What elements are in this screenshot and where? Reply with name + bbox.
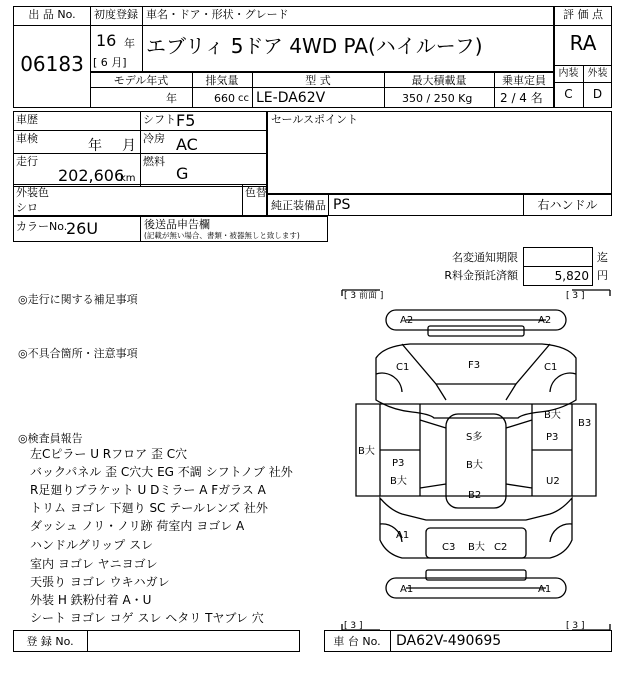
registration-number-label: 登 録 No.	[26, 635, 74, 648]
exterior-color-box	[13, 184, 267, 216]
chassis-number-value: DA62V-490695	[396, 633, 502, 649]
name-change-deadline-label: 名変通知期限	[452, 251, 518, 264]
recycle-fee-value: 5,820	[554, 269, 589, 283]
mark-rear-left: A1	[396, 530, 410, 541]
mark-rear-bumper-right: A1	[538, 584, 552, 595]
fuel-label: 燃料	[143, 155, 165, 168]
shift-value: F5	[176, 111, 196, 130]
mileage-unit: km	[120, 173, 136, 184]
inspection-month: 月	[122, 138, 136, 154]
interior-grade: C	[564, 87, 573, 101]
chassis-number-label: 車 台 No.	[333, 635, 381, 648]
mark-door-left-b: B大	[390, 476, 407, 487]
mark-roof-c: B2	[468, 490, 482, 501]
mark-front-bumper-left: A2	[400, 315, 414, 326]
first-registration-month: [ 6 月]	[93, 56, 127, 69]
inspector-line: 外装 H 鉄粉付着 A・U	[30, 593, 152, 607]
mark-fender-right: C1	[544, 362, 558, 373]
inspector-line: バックパネル 歪 C穴大 EG 不調 シフトノブ 社外	[30, 465, 293, 479]
mark-rear-c2: C2	[494, 542, 508, 553]
year-unit: 年	[124, 37, 135, 50]
max-load-label: 最大積載量	[411, 74, 467, 87]
selling-points-label: セールスポイント	[271, 113, 359, 126]
inspector-report-label: ◎検査員報告	[18, 432, 83, 445]
max-load-value: 350 / 250 Kg	[402, 92, 473, 105]
diagram-corner-bottom-left: [ 3 ]	[344, 621, 363, 631]
defect-notes-label: ◎不具合箇所・注意事項	[18, 347, 138, 360]
mark-front-bumper-right: A2	[538, 315, 552, 326]
car-damage-diagram	[340, 288, 612, 632]
displacement-value: 660	[214, 92, 235, 105]
capacity-label: 乗車定員	[502, 74, 546, 87]
oem-equipment-value: PS	[333, 197, 351, 213]
shift-label: シフト	[143, 113, 176, 126]
mark-rear-b: B大	[468, 542, 485, 553]
exterior-color-label: 外装色	[16, 186, 49, 199]
model-year-label: モデル年式	[113, 74, 169, 87]
color-number-value: 26U	[66, 219, 99, 238]
mileage-label: 走行	[16, 155, 38, 168]
model-code-label: 型 式	[305, 74, 331, 87]
inspection-label: 車検	[16, 132, 38, 145]
exterior-grade-label: 外装	[587, 68, 608, 79]
inspector-line: R足廻りブラケット U Dミラー A Fガラス A	[30, 483, 266, 497]
interior-grade-label: 内装	[558, 68, 579, 79]
mark-roof-a: S多	[466, 432, 483, 443]
exterior-grade: D	[592, 87, 603, 101]
inspector-line: 天張り ヨゴレ ウキハガレ	[30, 575, 170, 589]
mark-door-left-p3: P3	[392, 458, 405, 469]
mileage-value: 202,606	[58, 166, 125, 185]
model-year-value: 年	[166, 92, 177, 105]
first-registration-year: 16	[96, 31, 117, 50]
inspector-line: シート ヨゴレ コゲ スレ ヘタリ Tヤブレ 穴	[30, 611, 264, 625]
mark-side-left-outer: B大	[358, 446, 375, 457]
mark-rear-c3: C3	[442, 542, 456, 553]
mark-hood: F3	[468, 360, 481, 371]
lot-number-label: 出 品 No.	[28, 8, 76, 21]
name-change-deadline-unit: 迄	[597, 251, 608, 264]
steering-side: 右ハンドル	[537, 198, 598, 212]
ac-value: AC	[176, 135, 198, 154]
diagram-corner-top-left: [ 3 前面 ]	[344, 291, 384, 301]
mark-fender-left: C1	[396, 362, 410, 373]
mark-roof-b: B大	[466, 460, 483, 471]
lot-number: 06183	[20, 52, 84, 76]
diagram-corner-top-right: [ 3 ]	[566, 291, 585, 301]
inspector-line: 左Cピラー U Rフロア 歪 C穴	[30, 447, 188, 461]
recycle-fee-unit: 円	[597, 269, 608, 282]
inspection-year: 年	[88, 138, 102, 154]
capacity-value: 2 / 4 名	[500, 91, 543, 105]
history-label: 車歴	[16, 113, 38, 126]
recycle-fee-label: R料金預託済額	[444, 269, 518, 282]
inspector-line: ダッシュ ノリ・ノリ跡 荷室内 ヨゴレ A	[30, 519, 245, 533]
mark-door-right-top: B大	[544, 410, 561, 421]
inspector-line: トリム ヨゴレ 下廻り SC テールレンズ 社外	[30, 501, 268, 515]
exterior-color-value: シロ	[16, 201, 38, 214]
displacement-label: 排気量	[205, 74, 239, 87]
diagram-corner-bottom-right: [ 3 ]	[566, 621, 585, 631]
fuel-value: G	[176, 164, 189, 183]
color-change-label: 色替	[245, 186, 267, 199]
warranty-note: (記載が無い場合、書類・被器無しと致します)	[144, 231, 300, 240]
mark-door-right-p3: P3	[546, 432, 559, 443]
inspector-line: 室内 ヨゴレ ヤニヨゴレ	[30, 557, 158, 571]
mark-door-right-u2: U2	[546, 476, 560, 487]
name-change-deadline-field	[523, 247, 593, 267]
model-code: LE-DA62V	[256, 90, 326, 106]
rating-label: 評 価 点	[563, 8, 603, 21]
mark-side-right-outer: B3	[578, 418, 592, 429]
first-registration-label: 初度登録	[94, 8, 138, 21]
rating-value: RA	[569, 31, 597, 55]
mark-rear-bumper-left: A1	[400, 584, 414, 595]
inspector-line: ハンドルグリップ スレ	[30, 538, 154, 552]
displacement-unit: cc	[238, 93, 249, 104]
driving-notes-label: ◎走行に関する補足事項	[18, 293, 138, 306]
ac-label: 冷房	[143, 132, 165, 145]
vehicle-name: エブリィ 5ドア 4WD PA(ハイルーフ)	[146, 34, 483, 58]
oem-equipment-label: 純正装備品	[271, 199, 326, 212]
warranty-label: 後送品申告欄	[144, 218, 210, 231]
color-number-label: カラーNo.	[16, 220, 68, 233]
vehicle-name-label: 車名・ドア・形状・グレード	[146, 8, 289, 21]
